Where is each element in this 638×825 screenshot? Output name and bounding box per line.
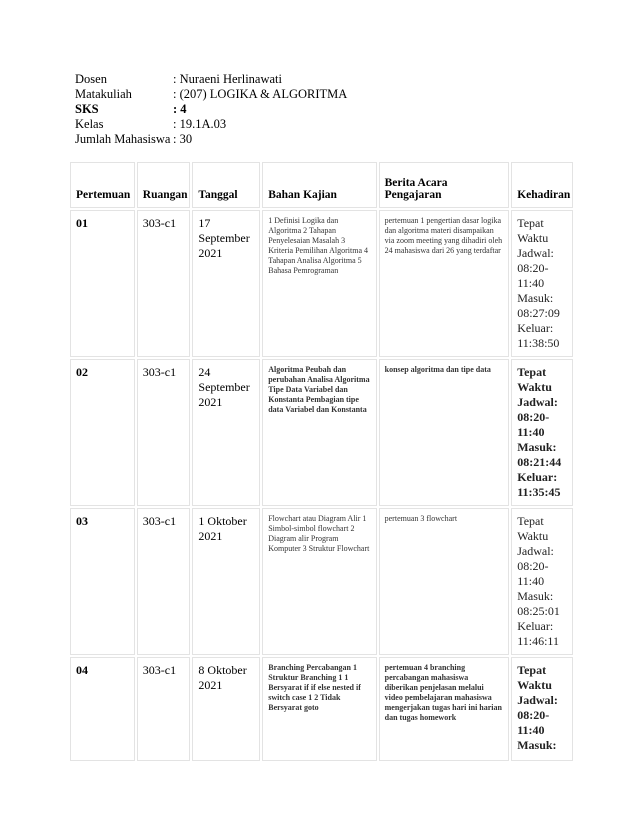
cell-ruangan: 303-c1 [137, 657, 191, 761]
table-row [70, 657, 573, 761]
cell-tanggal: 24 September 2021 [192, 359, 260, 506]
presence-masuk: Masuk: 08:27:09 [517, 291, 560, 320]
jumlah-label: Jumlah Mahasiswa [75, 132, 171, 146]
course-info [75, 72, 347, 147]
sks-label: SKS [75, 102, 99, 116]
col-tanggal: Tanggal [192, 162, 260, 208]
cell-bahan: Algoritma Peubah dan perubahan Analisa Algoritma Tipe Data Variabel dan Konstanta Pembagian tipe data Variabel dan Konstanta [262, 359, 376, 506]
presence-jadwal: Jadwal: 08:20-11:40 [517, 395, 558, 439]
presence-masuk: Masuk: 08:21:44 [517, 440, 562, 469]
presence-keluar: Keluar: 11:38:50 [517, 321, 560, 350]
presence-jadwal: Jadwal: 08:20-11:40 [517, 246, 554, 290]
cell-ruangan: 303-c1 [137, 359, 191, 506]
sks-value: : 4 [173, 102, 187, 116]
kelas-value: : 19.1A.03 [173, 117, 227, 131]
presence-status: Tepat Waktu [517, 663, 552, 692]
col-kehadiran: Kehadiran [511, 162, 573, 208]
kelas-label: Kelas [75, 117, 104, 131]
cell-kehadiran [511, 508, 573, 655]
cell-pertemuan: 01 [70, 210, 135, 357]
cell-ruangan: 303-c1 [137, 508, 191, 655]
info-matakuliah [75, 87, 347, 102]
cell-kehadiran [511, 657, 573, 761]
cell-berita: pertemuan 1 pengertian dasar logika dan algoritma materi disampaikan via zoom meeting yang dihadiri oleh 24 mahasiswa dari 26 yang terdaftar [379, 210, 510, 357]
cell-kehadiran [511, 210, 573, 357]
col-berita-acara: Berita Acara Pengajaran [379, 162, 510, 208]
cell-bahan: Flowchart atau Diagram Alir 1 Simbol-simbol flowchart 2 Diagram alir Program Komputer 3 Struktur Flowchart [262, 508, 376, 655]
cell-kehadiran [511, 359, 573, 506]
cell-bahan: Branching Percabangan 1 Struktur Branching 1 1 Bersyarat if if else nested if switch case 1 2 Tidak Bersyarat goto [262, 657, 376, 761]
presence-masuk: Masuk: [517, 738, 557, 752]
presence-jadwal: Jadwal: 08:20-11:40 [517, 544, 554, 588]
presence-status: Tepat Waktu [517, 216, 549, 245]
presence-jadwal: Jadwal: 08:20-11:40 [517, 693, 558, 737]
cell-pertemuan: 02 [70, 359, 135, 506]
dosen-value: : Nuraeni Herlinawati [173, 72, 282, 86]
attendance-table [68, 160, 575, 763]
col-pertemuan: Pertemuan [70, 162, 135, 208]
presence-keluar: Keluar: 11:46:11 [517, 619, 559, 648]
table-row [70, 210, 573, 357]
info-sks [75, 102, 347, 117]
table-row [70, 359, 573, 506]
info-jumlah [75, 132, 347, 147]
info-kelas [75, 117, 347, 132]
cell-tanggal: 1 Oktober 2021 [192, 508, 260, 655]
matakuliah-value: : (207) LOGIKA & ALGORITMA [173, 87, 348, 101]
cell-berita: pertemuan 4 branching percabangan mahasiswa diberikan penjelasan melalui video pembelajaran mahasiswa mengerjakan tugas hari ini harian dan tugas homework [379, 657, 510, 761]
cell-tanggal: 17 September 2021 [192, 210, 260, 357]
table-row [70, 508, 573, 655]
cell-berita: konsep algoritma dan tipe data [379, 359, 510, 506]
presence-status: Tepat Waktu [517, 514, 549, 543]
cell-berita: pertemuan 3 flowchart [379, 508, 510, 655]
cell-bahan: 1 Definisi Logika dan Algoritma 2 Tahapan Penyelesaian Masalah 3 Kriteria Pemilihan Algoritma 4 Tahapan Analisa Algoritma 5 Bahasa Pemrograman [262, 210, 376, 357]
cell-pertemuan: 04 [70, 657, 135, 761]
table-header-row [70, 162, 573, 208]
presence-status: Tepat Waktu [517, 365, 552, 394]
cell-tanggal: 8 Oktober 2021 [192, 657, 260, 761]
presence-keluar: Keluar: 11:35:45 [517, 470, 561, 499]
dosen-label: Dosen [75, 72, 107, 86]
cell-ruangan: 303-c1 [137, 210, 191, 357]
matakuliah-label: Matakuliah [75, 87, 132, 101]
col-bahan-kajian: Bahan Kajian [262, 162, 376, 208]
presence-masuk: Masuk: 08:25:01 [517, 589, 560, 618]
cell-pertemuan: 03 [70, 508, 135, 655]
col-ruangan: Ruangan [137, 162, 191, 208]
jumlah-value: : 30 [173, 132, 193, 146]
info-dosen [75, 72, 347, 87]
